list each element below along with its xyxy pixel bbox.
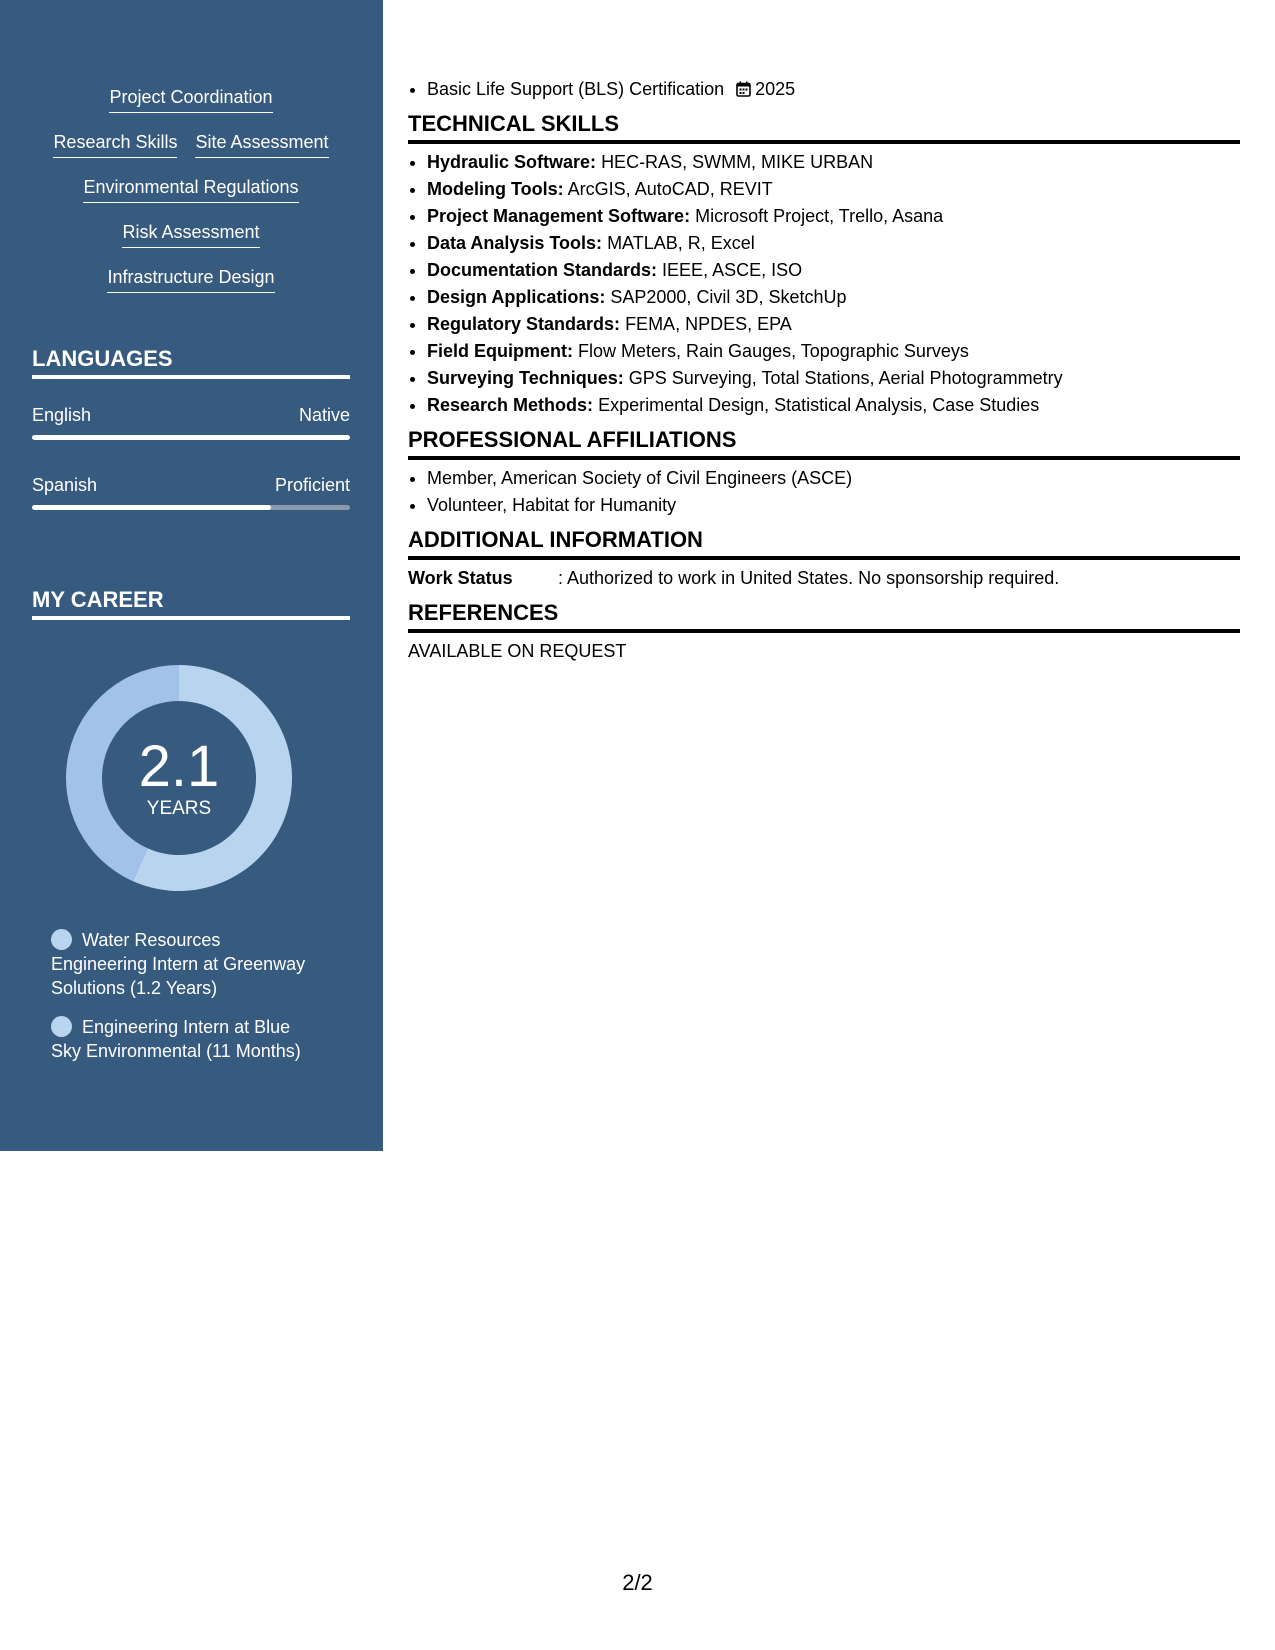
work-status-row	[408, 565, 1240, 592]
technical-skill-item	[427, 311, 1240, 338]
references-heading: REFERENCES	[408, 600, 1240, 633]
references-text: AVAILABLE ON REQUEST	[408, 641, 627, 661]
language-bar	[32, 435, 350, 440]
technical-skill-item	[427, 230, 1240, 257]
technical-skill-label: Design Applications:	[427, 287, 606, 307]
affiliation-item: • Member, American Society of Civil Engineers (ASCE)	[427, 465, 1240, 492]
technical-skill-label: Regulatory Standards:	[427, 314, 621, 334]
skill-tag: Infrastructure Design	[107, 266, 274, 293]
technical-skill-item	[427, 284, 1240, 311]
technical-skill-value: IEEE, ASCE, ISO	[662, 260, 803, 280]
technical-skill-value: HEC-RAS, SWMM, MIKE URBAN	[601, 152, 874, 172]
technical-skill-value: Experimental Design, Statistical Analysis, Case Studies	[598, 395, 1040, 415]
skill-tag: Environmental Regulations	[83, 176, 298, 203]
sidebar	[0, 0, 383, 1151]
skill-tag: Site Assessment	[195, 131, 328, 158]
language-bar-fill	[32, 505, 271, 510]
technical-skill-value: SAP2000, Civil 3D, SketchUp	[610, 287, 847, 307]
affiliations-list	[408, 465, 1240, 519]
language-line	[32, 404, 350, 426]
additional-info-heading: ADDITIONAL INFORMATION	[408, 527, 1240, 560]
certification-year: 2025	[755, 79, 796, 99]
technical-skill-label: Modeling Tools:	[427, 179, 564, 199]
certification-name: Basic Life Support (BLS) Certification	[427, 79, 725, 99]
language-item	[32, 474, 350, 510]
language-name: Spanish	[32, 475, 98, 495]
technical-skill-value: Flow Meters, Rain Gauges, Topographic Surveys	[578, 341, 969, 361]
technical-skill-item	[427, 149, 1240, 176]
technical-skill-item	[427, 365, 1240, 392]
skill-tag: Risk Assessment	[122, 221, 259, 248]
technical-skill-item	[427, 392, 1240, 419]
technical-skill-label: Project Management Software:	[427, 206, 691, 226]
career-total: 2.1	[138, 734, 220, 799]
technical-skill-label: Hydraulic Software:	[427, 152, 597, 172]
technical-skill-item	[427, 257, 1240, 284]
page-number: 2/2	[622, 1570, 653, 1595]
affiliation-item: • Volunteer, Habitat for Humanity	[427, 492, 1240, 519]
career-item	[51, 1015, 321, 1063]
certification-item	[427, 76, 1240, 103]
language-line	[32, 474, 350, 496]
language-level: Proficient	[274, 475, 350, 495]
technical-skill-label: Field Equipment:	[427, 341, 573, 361]
technical-skill-label: Documentation Standards:	[427, 260, 658, 280]
skill-tag: Research Skills	[53, 131, 177, 158]
language-name: English	[32, 405, 92, 425]
language-bar-fill	[32, 435, 350, 440]
technical-skill-value: Microsoft Project, Trello, Asana	[695, 206, 944, 226]
work-status-value: : Authorized to work in United States. No sponsorship required.	[558, 568, 1060, 588]
skill-row	[32, 131, 350, 176]
language-level: Native	[298, 405, 350, 425]
skill-tag: Project Coordination	[109, 86, 272, 113]
technical-skill-value: MATLAB, R, Excel	[607, 233, 755, 253]
career-item-text: Engineering Intern at Blue Sky Environmental (11 Months)	[51, 1017, 301, 1061]
skills-list	[32, 86, 350, 311]
calendar-icon	[736, 81, 751, 97]
language-bar	[32, 505, 350, 510]
language-item	[32, 404, 350, 440]
career-item	[51, 928, 321, 1000]
technical-skill-value: GPS Surveying, Total Stations, Aerial Photogrammetry	[628, 368, 1063, 388]
technical-skill-label: Surveying Techniques:	[427, 368, 624, 388]
career-donut-center	[66, 665, 292, 891]
legend-dot-icon	[51, 1016, 72, 1037]
technical-skill-item	[427, 338, 1240, 365]
languages-heading: LANGUAGES	[32, 346, 350, 379]
technical-skills-heading: TECHNICAL SKILLS	[408, 111, 1240, 144]
technical-skill-value: FEMA, NPDES, EPA	[625, 314, 792, 334]
skill-row	[32, 221, 350, 266]
certification-list	[408, 76, 1240, 103]
work-status-label: Work Status	[408, 568, 513, 588]
technical-skill-item	[427, 203, 1240, 230]
main-content	[408, 76, 1240, 665]
career-item-text: Water Resources Engineering Intern at Greenway Solutions (1.2 Years)	[51, 930, 306, 998]
skill-row	[32, 266, 350, 311]
skill-row	[32, 86, 350, 131]
technical-skill-value: ArcGIS, AutoCAD, REVIT	[567, 179, 773, 199]
technical-skill-label: Data Analysis Tools:	[427, 233, 603, 253]
technical-skill-label: Research Methods:	[427, 395, 594, 415]
affiliations-heading: PROFESSIONAL AFFILIATIONS	[408, 427, 1240, 460]
career-heading: MY CAREER	[32, 587, 350, 620]
career-unit: YEARS	[146, 798, 212, 819]
technical-skills-list	[408, 149, 1240, 419]
technical-skill-item	[427, 176, 1240, 203]
legend-dot-icon	[51, 929, 72, 950]
skill-row	[32, 176, 350, 221]
